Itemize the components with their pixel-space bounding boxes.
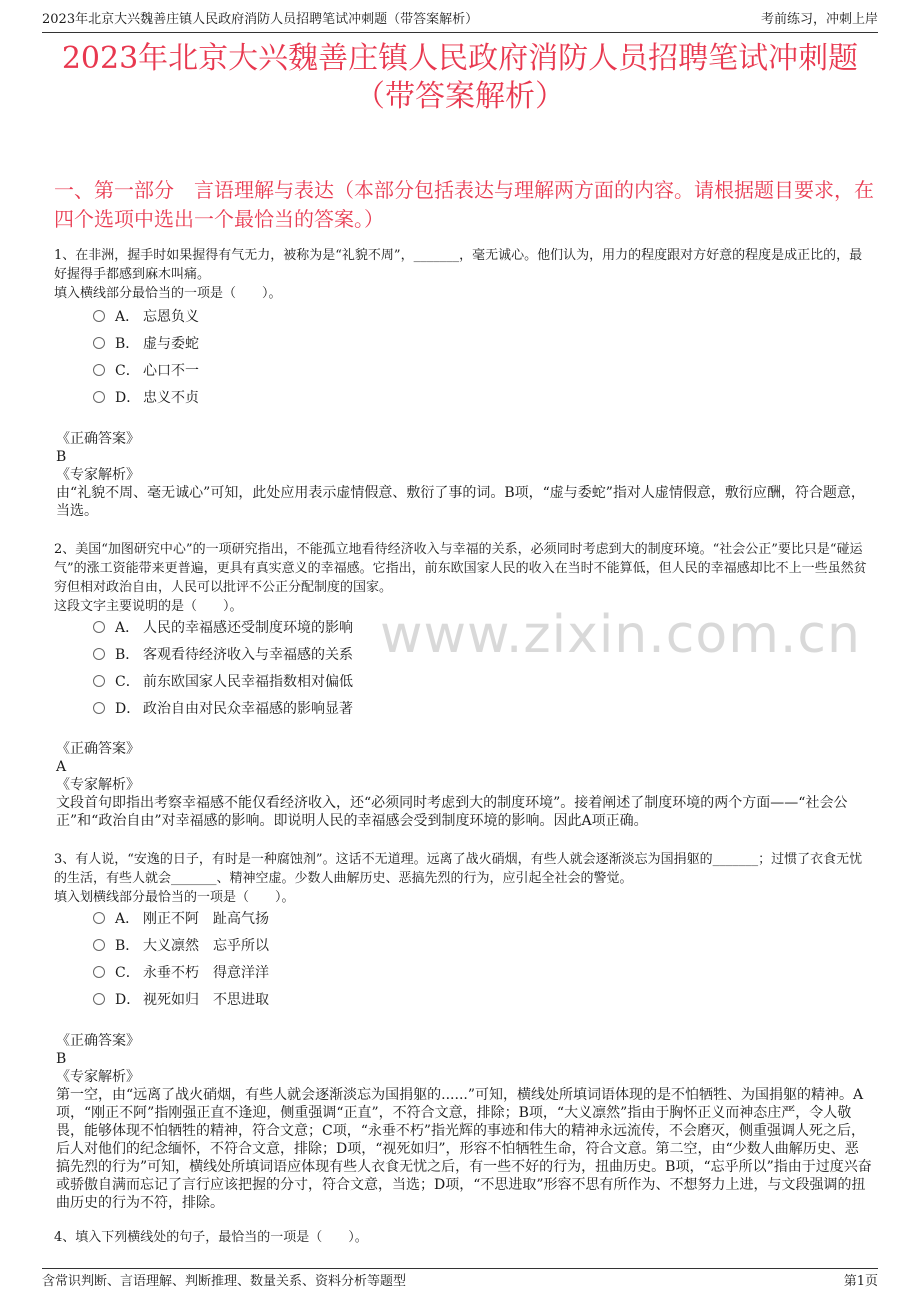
radio-icon[interactable] [93,337,105,349]
answer-label: 《正确答案》 [56,741,140,757]
question-stem: 2、美国“加图研究中心”的一项研究指出，不能孤立地看待经济收入与幸福的关系，必须同时考虑到大的制度环境。“社会公正”要比只是“碰运气”的涨工资能带来更普遍，更具有真实意义的幸福感。它指出，前东欧国家人民的收入在当时不能算低，但人民的幸福感却比不上一些虽然贫穷但相对政治自由，人民可以批评不公正分配制度的国家。 [54,542,867,595]
radio-icon[interactable] [93,966,105,978]
analysis-text: 由“礼貌不周、毫无诚心”可知，此处应用表示虚情假意、敷衍了事的词。B项，“虚与委蛇”指对人虚情假意，敷衍应酬，符合题意，当选。 [56,485,865,519]
question-1-answer [56,430,872,520]
document-title [40,40,880,116]
option-b[interactable]: B． 客观看待经济收入与幸福感的关系 [93,642,353,669]
analysis-label: 《专家解析》 [56,777,140,793]
question-2-answer [56,740,872,830]
title-line-2: （带答案解析） [355,79,565,114]
option-d[interactable]: D． 忠义不贞 [93,385,199,412]
option-c[interactable]: C． 永垂不朽 得意洋洋 [93,960,269,987]
question-stem: 4、填入下列横线处的句子，最恰当的一项是（ ）。 [54,1230,368,1245]
option-a[interactable]: A． 人民的幸福感还受制度环境的影响 [93,615,353,642]
page-footer [42,1268,878,1291]
radio-icon[interactable] [93,621,105,633]
option-b[interactable]: B． 大义凛然 忘乎所以 [93,933,269,960]
option-a[interactable]: A． 刚正不阿 趾高气扬 [93,906,269,933]
option-b[interactable]: B． 虚与委蛇 [93,331,199,358]
question-1 [54,246,872,303]
radio-icon[interactable] [93,391,105,403]
option-a[interactable]: A． 忘恩负义 [93,304,199,331]
section-heading: 一、第一部分 言语理解与表达（本部分包括表达与理解两方面的内容。请根据题目要求，在四个选项中选出一个最恰当的答案。） [54,178,874,231]
answer-label: 《正确答案》 [56,1033,140,1049]
question-3 [54,850,872,907]
radio-icon[interactable] [93,310,105,322]
radio-icon[interactable] [93,648,105,660]
header-title: 2023年北京大兴魏善庄镇人民政府消防人员招聘笔试冲刺题（带答案解析） [42,12,479,27]
analysis-text: 第一空，由“远离了战火硝烟，有些人就会逐渐淡忘为国捐躯的......”可知，横线处所填词语体现的是不怕牺牲、为国捐躯的精神。A项，“刚正不阿”指刚强正直不逢迎，侧重强调“正直”，不符合文意，排除；B项，“大义凛然”指由于胸怀正义而神态庄严，令人敬畏，能够体现不怕牺牲的精神，符合文意；C项，“永垂不朽”指光辉的事迹和伟大的精神永远流传，不会磨灭，侧重强调人死之后，后人对他们的纪念缅怀，不符合文意，排除；D项，“视死如归”，形容不怕牺牲生命，符合文意。第二空，由“少数人曲解历史、恶搞先烈的行为”可知，横线处所填词语应体现有些人衣食无忧之后，有一些不好的行为，扭曲历史。B项，“忘乎所以”指由于过度兴奋或骄傲自满而忘记了言行应该把握的分寸，符合文意，当选；D项，“不思进取”形容不思有所作为、不想努力上进，与文段强调的扭曲历史的行为不符，排除。 [56,1087,872,1211]
answer-value: B [56,449,67,465]
option-d[interactable]: D． 视死如归 不思进取 [93,987,269,1014]
radio-icon[interactable] [93,364,105,376]
question-3-options [93,906,269,1014]
question-prompt: 这段文字主要说明的是（ ）。 [54,599,243,614]
question-stem: 1、在非洲，握手时如果握得有气无力，被称为是“礼貌不周”，_______，毫无诚心。他们认为，用力的程度跟对方好意的程度是成正比的，最好握得手都感到麻木叫痛。 [54,248,863,282]
analysis-text: 文段首句即指出考察幸福感不能仅看经济收入，还“必须同时考虑到大的制度环境”。接着阐述了制度环境的两个方面——“社会公正”和“政治自由”对幸福感的影响。即说明人民的幸福感会受到制度环境的影响。因此A项正确。 [56,795,848,829]
radio-icon[interactable] [93,993,105,1005]
question-stem: 3、有人说，“安逸的日子，有时是一种腐蚀剂”。这话不无道理。远离了战火硝烟，有些人就会逐渐淡忘为国捐躯的_______；过惯了衣食无忧的生活，有些人就会_______、精神空虚。少数人曲解历史、恶搞先烈的行为，应引起全社会的警觉。 [54,852,863,886]
analysis-label: 《专家解析》 [56,1069,140,1085]
question-2-options [93,615,353,723]
header-slogan: 考前练习，冲刺上岸 [760,12,878,27]
option-d[interactable]: D． 政治自由对民众幸福感的影响显著 [93,696,353,723]
question-2 [54,540,872,616]
option-c[interactable]: C． 前东欧国家人民幸福指数相对偏低 [93,669,353,696]
question-1-options [93,304,199,412]
footer-description: 含常识判断、言语理解、判断推理、数量关系、资料分析等题型 [42,1274,407,1289]
analysis-label: 《专家解析》 [56,467,140,483]
option-c[interactable]: C． 心口不一 [93,358,199,385]
radio-icon[interactable] [93,702,105,714]
radio-icon[interactable] [93,912,105,924]
title-line-1: 2023年北京大兴魏善庄镇人民政府消防人员招聘笔试冲刺题 [61,41,859,76]
page-number: 第1页 [843,1274,878,1289]
answer-value: A [56,759,67,775]
answer-value: B [56,1051,67,1067]
radio-icon[interactable] [93,675,105,687]
answer-label: 《正确答案》 [56,431,140,447]
radio-icon[interactable] [93,939,105,951]
watermark: www.zixin.com.cn [380,605,861,665]
question-3-answer [56,1032,872,1212]
question-prompt: 填入横线部分最恰当的一项是（ ）。 [54,286,282,301]
question-prompt: 填入划横线部分最恰当的一项是（ ）。 [54,890,295,905]
question-4 [54,1228,872,1247]
page-header [42,10,878,33]
